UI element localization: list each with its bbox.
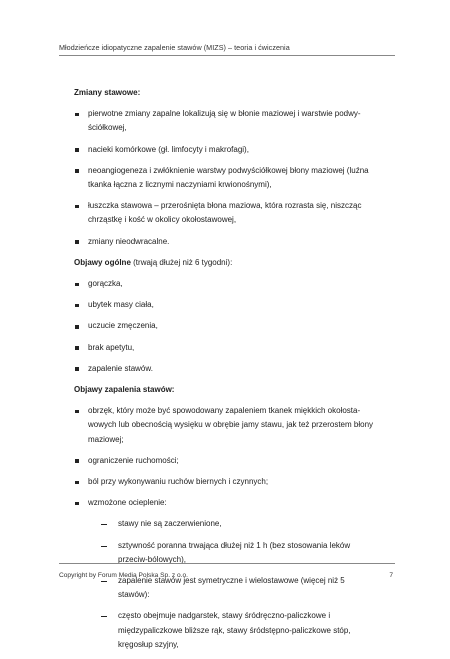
section-title xyxy=(74,256,374,270)
list-item: pierwotne zmiany zapalne lokalizują się w błonie maziowej i warstwie podwy-ściółkowej, xyxy=(74,107,374,135)
list-item: neoangiogeneza i zwłóknienie warstwy podwyściółkowej błony maziowej (luźna tkanka łączna z licznymi naczyniami krwionośnymi), xyxy=(74,164,374,192)
section-general-symptoms xyxy=(74,256,374,376)
section-joint-changes xyxy=(74,86,374,249)
running-header: Młodzieńcze idiopatyczne zapalenie stawów (MIZS) – teoria i ćwiczenia xyxy=(59,43,290,52)
list-item: gorączka, xyxy=(74,277,374,291)
section-title-note: (trwają dłużej niż 6 tygodni): xyxy=(133,257,233,267)
list-item: łuszczka stawowa – przerośnięta błona maziowa, która rozrasta się, niszcząc chrząstkę i kość w okolicy okołostawowej, xyxy=(74,199,374,227)
list-item: obrzęk, który może być spowodowany zapaleniem tkanek miękkich okołosta-wowych lub obecnością wysięku w obrębie jamy stawu, jak też przerostem błony maziowej; xyxy=(74,404,374,447)
section-title-main: Objawy ogólne xyxy=(74,257,131,267)
bullet-list xyxy=(74,277,374,376)
list-item: ubytek masy ciała, xyxy=(74,298,374,312)
list-item: uczucie zmęczenia, xyxy=(74,319,374,333)
copyright-footer: Copyright by Forum Media Polska Sp. z o.o. xyxy=(59,572,188,579)
list-item: ból przy wykonywaniu ruchów biernych i czynnych; xyxy=(74,475,374,489)
section-title: Objawy zapalenia stawów: xyxy=(74,385,175,395)
section-arthritis-symptoms xyxy=(74,383,374,652)
sub-list-item: stawy nie są zaczerwienione, xyxy=(100,517,374,531)
bullet-list xyxy=(74,107,374,249)
list-item: ograniczenie ruchomości; xyxy=(74,454,374,468)
sub-list-item: często obejmuje nadgarstek, stawy śródręczno-paliczkowe i międzypaliczkowe bliższe rąk, stawy śródstępno-paliczkowe stóp, kręgosłup szyjny, xyxy=(100,609,374,652)
sub-list-item: zapalenie stawów jest symetryczne i wielostawowe (więcej niż 5 stawów): xyxy=(100,574,374,602)
list-item: brak apetytu, xyxy=(74,341,374,355)
page-number: 7 xyxy=(389,572,393,579)
footer-rule xyxy=(59,563,395,564)
bullet-list xyxy=(74,404,374,652)
list-item-text: wzmożone ocieplenie: xyxy=(88,498,167,508)
dash-list xyxy=(100,517,374,652)
section-title: Zmiany stawowe: xyxy=(74,88,141,97)
list-item: zmiany nieodwracalne. xyxy=(74,235,374,249)
sub-list-item: sztywność poranna trwająca dłużej niż 1 h (bez stosowania leków przeciw-bólowych), xyxy=(100,539,374,567)
list-item: nacieki komórkowe (gł. limfocyty i makrofagi), xyxy=(74,143,374,157)
list-item: zapalenie stawów. xyxy=(74,362,374,376)
header-rule xyxy=(59,55,395,56)
